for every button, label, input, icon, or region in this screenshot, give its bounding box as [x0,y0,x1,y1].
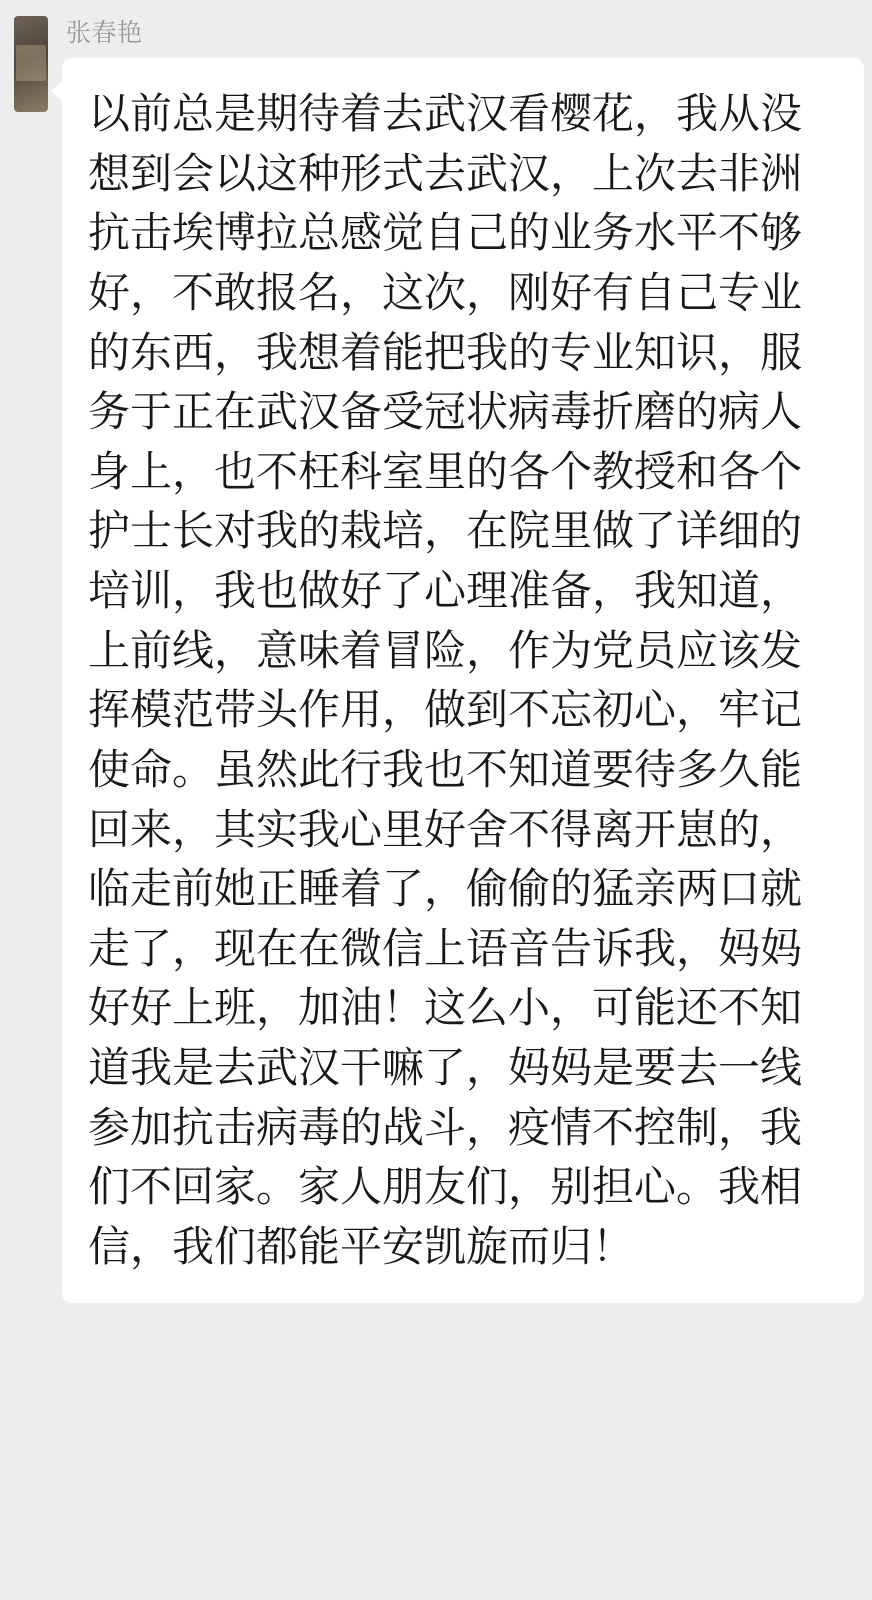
message-bubble[interactable] [62,58,864,1303]
message-column [62,14,846,1303]
message-row [14,14,846,1303]
sender-name: 张春艳 [66,19,143,47]
bubble-tail-icon [51,80,63,102]
message-text: 以前总是期待着去武汉看樱花，我从没想到会以这种形式去武汉，上次去非洲抗击埃博拉总感觉自己的业务水平不够好，不敢报名，这次，刚好有自己专业的东西，我想着能把我的专业知识，服务于正在武汉备受冠状病毒折磨的病人身上，也不枉科室里的各个教授和各个护士长对我的栽培，在院里做了详细的培训，我也做好了心理准备，我知道，上前线，意味着冒险，作为党员应该发挥模范带头作用，做到不忘初心，牢记使命。虽然此行我也不知道要待多久能回来，其实我心里好舍不得离开崽的，临走前她正睡着了，偷偷的猛亲两口就走了，现在在微信上语音告诉我，妈妈好好上班，加油！这么小，可能还不知道我是去武汉干嘛了，妈妈是要去一线参加抗击病毒的战斗，疫情不控制，我们不回家。家人朋友们，别担心。我相信，我们都能平安凯旋而归！ [88,89,803,1271]
user-avatar-photo-icon[interactable] [14,16,48,112]
message-bubble-wrapper [62,58,846,1303]
